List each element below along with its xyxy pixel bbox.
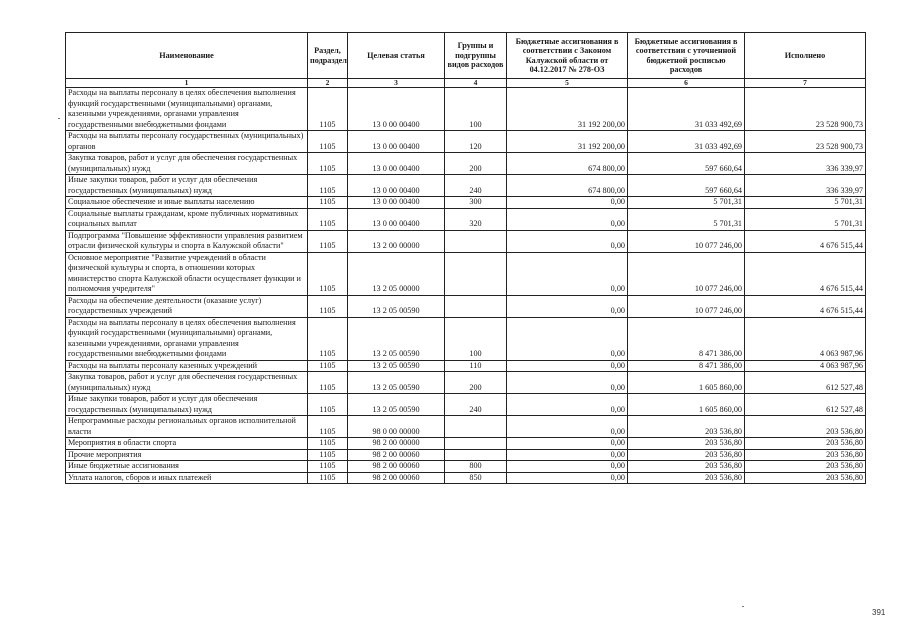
row-section: 1105: [308, 208, 348, 230]
row-target-article: 98 2 00 00060: [348, 449, 445, 461]
row-name: Расходы на обеспечение деятельности (оказание услуг) государственных учреждений: [66, 295, 308, 317]
row-name: Расходы на выплаты персоналу в целях обеспечения выполнения функций государственными (муниципальными) органами, казенными учреждениями, органами управления государственными внебюджетными фондами: [66, 88, 308, 131]
row-section: 1105: [308, 472, 348, 484]
row-section: 1105: [308, 416, 348, 438]
row-expense-group: 100: [445, 88, 507, 131]
row-target-article: 13 0 00 00400: [348, 197, 445, 209]
row-section: 1105: [308, 394, 348, 416]
row-refined-amount: 31 033 492,69: [628, 88, 745, 131]
row-law-amount: 0,00: [507, 252, 628, 295]
table-row: [66, 461, 866, 473]
row-target-article: 98 2 00 00000: [348, 438, 445, 450]
row-name: Расходы на выплаты персоналу в целях обеспечения выполнения функций государственными (муниципальными) органами, казенными учреждениями, органами управления государственными внебюджетными фондами: [66, 317, 308, 360]
col-number: 4: [445, 79, 507, 88]
table-row: [66, 131, 866, 153]
row-expense-group: 110: [445, 360, 507, 372]
row-executed-amount: 612 527,48: [745, 372, 866, 394]
row-name: Социальные выплаты гражданам, кроме публичных нормативных социальных выплат: [66, 208, 308, 230]
table-row: [66, 317, 866, 360]
row-expense-group: [445, 230, 507, 252]
col-header-law: Бюджетные ассигнования в соответствии с Законом Калужской области от 04.12.2017 № 278-ОЗ: [507, 33, 628, 79]
row-name: Мероприятия в области спорта: [66, 438, 308, 450]
row-name: Закупка товаров, работ и услуг для обеспечения государственных (муниципальных) нужд: [66, 372, 308, 394]
table-row: [66, 197, 866, 209]
col-header-group: Группы и подгруппы видов расходов: [445, 33, 507, 79]
row-expense-group: [445, 252, 507, 295]
row-target-article: 13 2 05 00590: [348, 295, 445, 317]
row-section: 1105: [308, 252, 348, 295]
row-name: Социальное обеспечение и иные выплаты населению: [66, 197, 308, 209]
row-name: Непрограммные расходы региональных органов исполнительной власти: [66, 416, 308, 438]
row-expense-group: 200: [445, 372, 507, 394]
row-expense-group: [445, 416, 507, 438]
row-expense-group: 800: [445, 461, 507, 473]
row-expense-group: [445, 295, 507, 317]
table-row: [66, 88, 866, 131]
row-law-amount: 0,00: [507, 461, 628, 473]
row-executed-amount: 4 063 987,96: [745, 317, 866, 360]
row-refined-amount: 10 077 246,00: [628, 252, 745, 295]
row-law-amount: 0,00: [507, 394, 628, 416]
row-target-article: 98 2 00 00060: [348, 472, 445, 484]
row-law-amount: 674 800,00: [507, 153, 628, 175]
row-law-amount: 0,00: [507, 208, 628, 230]
row-executed-amount: 612 527,48: [745, 394, 866, 416]
table-row: [66, 394, 866, 416]
row-refined-amount: 31 033 492,69: [628, 131, 745, 153]
col-number: 3: [348, 79, 445, 88]
row-executed-amount: 203 536,80: [745, 461, 866, 473]
table-row: [66, 175, 866, 197]
row-section: 1105: [308, 360, 348, 372]
row-name: Иные бюджетные ассигнования: [66, 461, 308, 473]
budget-table: [65, 32, 866, 484]
row-section: 1105: [308, 317, 348, 360]
row-section: 1105: [308, 131, 348, 153]
row-refined-amount: 1 605 860,00: [628, 394, 745, 416]
table-row: [66, 472, 866, 484]
budget-table-sheet: [65, 32, 865, 484]
col-number: 2: [308, 79, 348, 88]
table-row: [66, 230, 866, 252]
row-executed-amount: 336 339,97: [745, 175, 866, 197]
col-header-name: Наименование: [66, 33, 308, 79]
row-executed-amount: 203 536,80: [745, 449, 866, 461]
row-law-amount: 0,00: [507, 449, 628, 461]
row-executed-amount: 4 676 515,44: [745, 252, 866, 295]
row-law-amount: 674 800,00: [507, 175, 628, 197]
row-executed-amount: 203 536,80: [745, 472, 866, 484]
row-target-article: 13 0 00 00400: [348, 88, 445, 131]
row-name: Иные закупки товаров, работ и услуг для обеспечения государственных (муниципальных) нужд: [66, 175, 308, 197]
row-expense-group: 240: [445, 394, 507, 416]
row-target-article: 13 2 05 00590: [348, 372, 445, 394]
row-executed-amount: 203 536,80: [745, 416, 866, 438]
row-section: 1105: [308, 230, 348, 252]
row-target-article: 13 2 05 00590: [348, 394, 445, 416]
row-section: 1105: [308, 197, 348, 209]
col-number: 5: [507, 79, 628, 88]
row-name: Основное мероприятие "Развитие учреждений в области физической культуры и спорта, в отношении которых министерство спорта Калужской области осуществляет функции и полномочия учредителя": [66, 252, 308, 295]
row-law-amount: 0,00: [507, 230, 628, 252]
row-refined-amount: 10 077 246,00: [628, 295, 745, 317]
row-section: 1105: [308, 295, 348, 317]
row-target-article: 13 0 00 00400: [348, 175, 445, 197]
row-law-amount: 31 192 200,00: [507, 88, 628, 131]
column-number-row: [66, 79, 866, 88]
row-refined-amount: 203 536,80: [628, 461, 745, 473]
row-section: 1105: [308, 449, 348, 461]
row-refined-amount: 5 701,31: [628, 208, 745, 230]
row-section: 1105: [308, 372, 348, 394]
row-target-article: 98 2 00 00060: [348, 461, 445, 473]
table-row: [66, 438, 866, 450]
row-expense-group: 300: [445, 197, 507, 209]
row-law-amount: 0,00: [507, 360, 628, 372]
row-name: Подпрограмма "Повышение эффективности управления развитием отрасли физической культуры и спорта в Калужской области": [66, 230, 308, 252]
row-section: 1105: [308, 461, 348, 473]
row-law-amount: 0,00: [507, 416, 628, 438]
row-target-article: 98 0 00 00000: [348, 416, 445, 438]
row-target-article: 13 0 00 00400: [348, 131, 445, 153]
row-name: Закупка товаров, работ и услуг для обеспечения государственных (муниципальных) нужд: [66, 153, 308, 175]
row-refined-amount: 8 471 386,00: [628, 360, 745, 372]
row-law-amount: 0,00: [507, 295, 628, 317]
row-refined-amount: 8 471 386,00: [628, 317, 745, 360]
row-expense-group: 320: [445, 208, 507, 230]
row-name: Уплата налогов, сборов и иных платежей: [66, 472, 308, 484]
row-target-article: 13 2 05 00590: [348, 360, 445, 372]
row-section: 1105: [308, 175, 348, 197]
row-refined-amount: 10 077 246,00: [628, 230, 745, 252]
row-law-amount: 0,00: [507, 438, 628, 450]
row-law-amount: 0,00: [507, 372, 628, 394]
row-law-amount: 0,00: [507, 197, 628, 209]
row-expense-group: 850: [445, 472, 507, 484]
row-target-article: 13 2 00 00000: [348, 230, 445, 252]
row-target-article: 13 2 05 00000: [348, 252, 445, 295]
table-row: [66, 372, 866, 394]
col-header-target: Целевая статья: [348, 33, 445, 79]
col-header-refined: Бюджетные ассигнования в соответствии с уточненной бюджетной росписью расходов: [628, 33, 745, 79]
col-header-done: Исполнено: [745, 33, 866, 79]
row-executed-amount: 5 701,31: [745, 208, 866, 230]
row-refined-amount: 597 660,64: [628, 153, 745, 175]
table-row: [66, 252, 866, 295]
row-expense-group: [445, 449, 507, 461]
row-law-amount: 31 192 200,00: [507, 131, 628, 153]
row-section: 1105: [308, 88, 348, 131]
row-name: Расходы на выплаты персоналу государственных (муниципальных) органов: [66, 131, 308, 153]
row-section: 1105: [308, 153, 348, 175]
row-executed-amount: 4 676 515,44: [745, 230, 866, 252]
row-expense-group: 200: [445, 153, 507, 175]
scan-speck: [58, 118, 60, 119]
row-refined-amount: 203 536,80: [628, 416, 745, 438]
row-name: Иные закупки товаров, работ и услуг для обеспечения государственных (муниципальных) нужд: [66, 394, 308, 416]
table-row: [66, 360, 866, 372]
row-refined-amount: 203 536,80: [628, 472, 745, 484]
col-header-section: Раздел, подраздел: [308, 33, 348, 79]
row-expense-group: 100: [445, 317, 507, 360]
table-row: [66, 208, 866, 230]
row-target-article: 13 2 05 00590: [348, 317, 445, 360]
row-expense-group: 120: [445, 131, 507, 153]
row-executed-amount: 23 528 900,73: [745, 131, 866, 153]
table-row: [66, 153, 866, 175]
row-expense-group: [445, 438, 507, 450]
row-section: 1105: [308, 438, 348, 450]
col-number: 1: [66, 79, 308, 88]
row-refined-amount: 203 536,80: [628, 438, 745, 450]
row-refined-amount: 597 660,64: [628, 175, 745, 197]
table-row: [66, 449, 866, 461]
table-row: [66, 295, 866, 317]
row-target-article: 13 0 00 00400: [348, 153, 445, 175]
row-executed-amount: 23 528 900,73: [745, 88, 866, 131]
row-target-article: 13 0 00 00400: [348, 208, 445, 230]
row-name: Расходы на выплаты персоналу казенных учреждений: [66, 360, 308, 372]
table-row: [66, 416, 866, 438]
row-executed-amount: 4 063 987,96: [745, 360, 866, 372]
row-executed-amount: 336 339,97: [745, 153, 866, 175]
scan-speck: [742, 606, 744, 607]
row-law-amount: 0,00: [507, 317, 628, 360]
row-executed-amount: 5 701,31: [745, 197, 866, 209]
row-refined-amount: 1 605 860,00: [628, 372, 745, 394]
header-row: [66, 33, 866, 79]
col-number: 6: [628, 79, 745, 88]
row-executed-amount: 203 536,80: [745, 438, 866, 450]
row-executed-amount: 4 676 515,44: [745, 295, 866, 317]
row-law-amount: 0,00: [507, 472, 628, 484]
row-expense-group: 240: [445, 175, 507, 197]
row-refined-amount: 5 701,31: [628, 197, 745, 209]
page-number: 391: [872, 608, 886, 617]
row-name: Прочие мероприятия: [66, 449, 308, 461]
row-refined-amount: 203 536,80: [628, 449, 745, 461]
col-number: 7: [745, 79, 866, 88]
